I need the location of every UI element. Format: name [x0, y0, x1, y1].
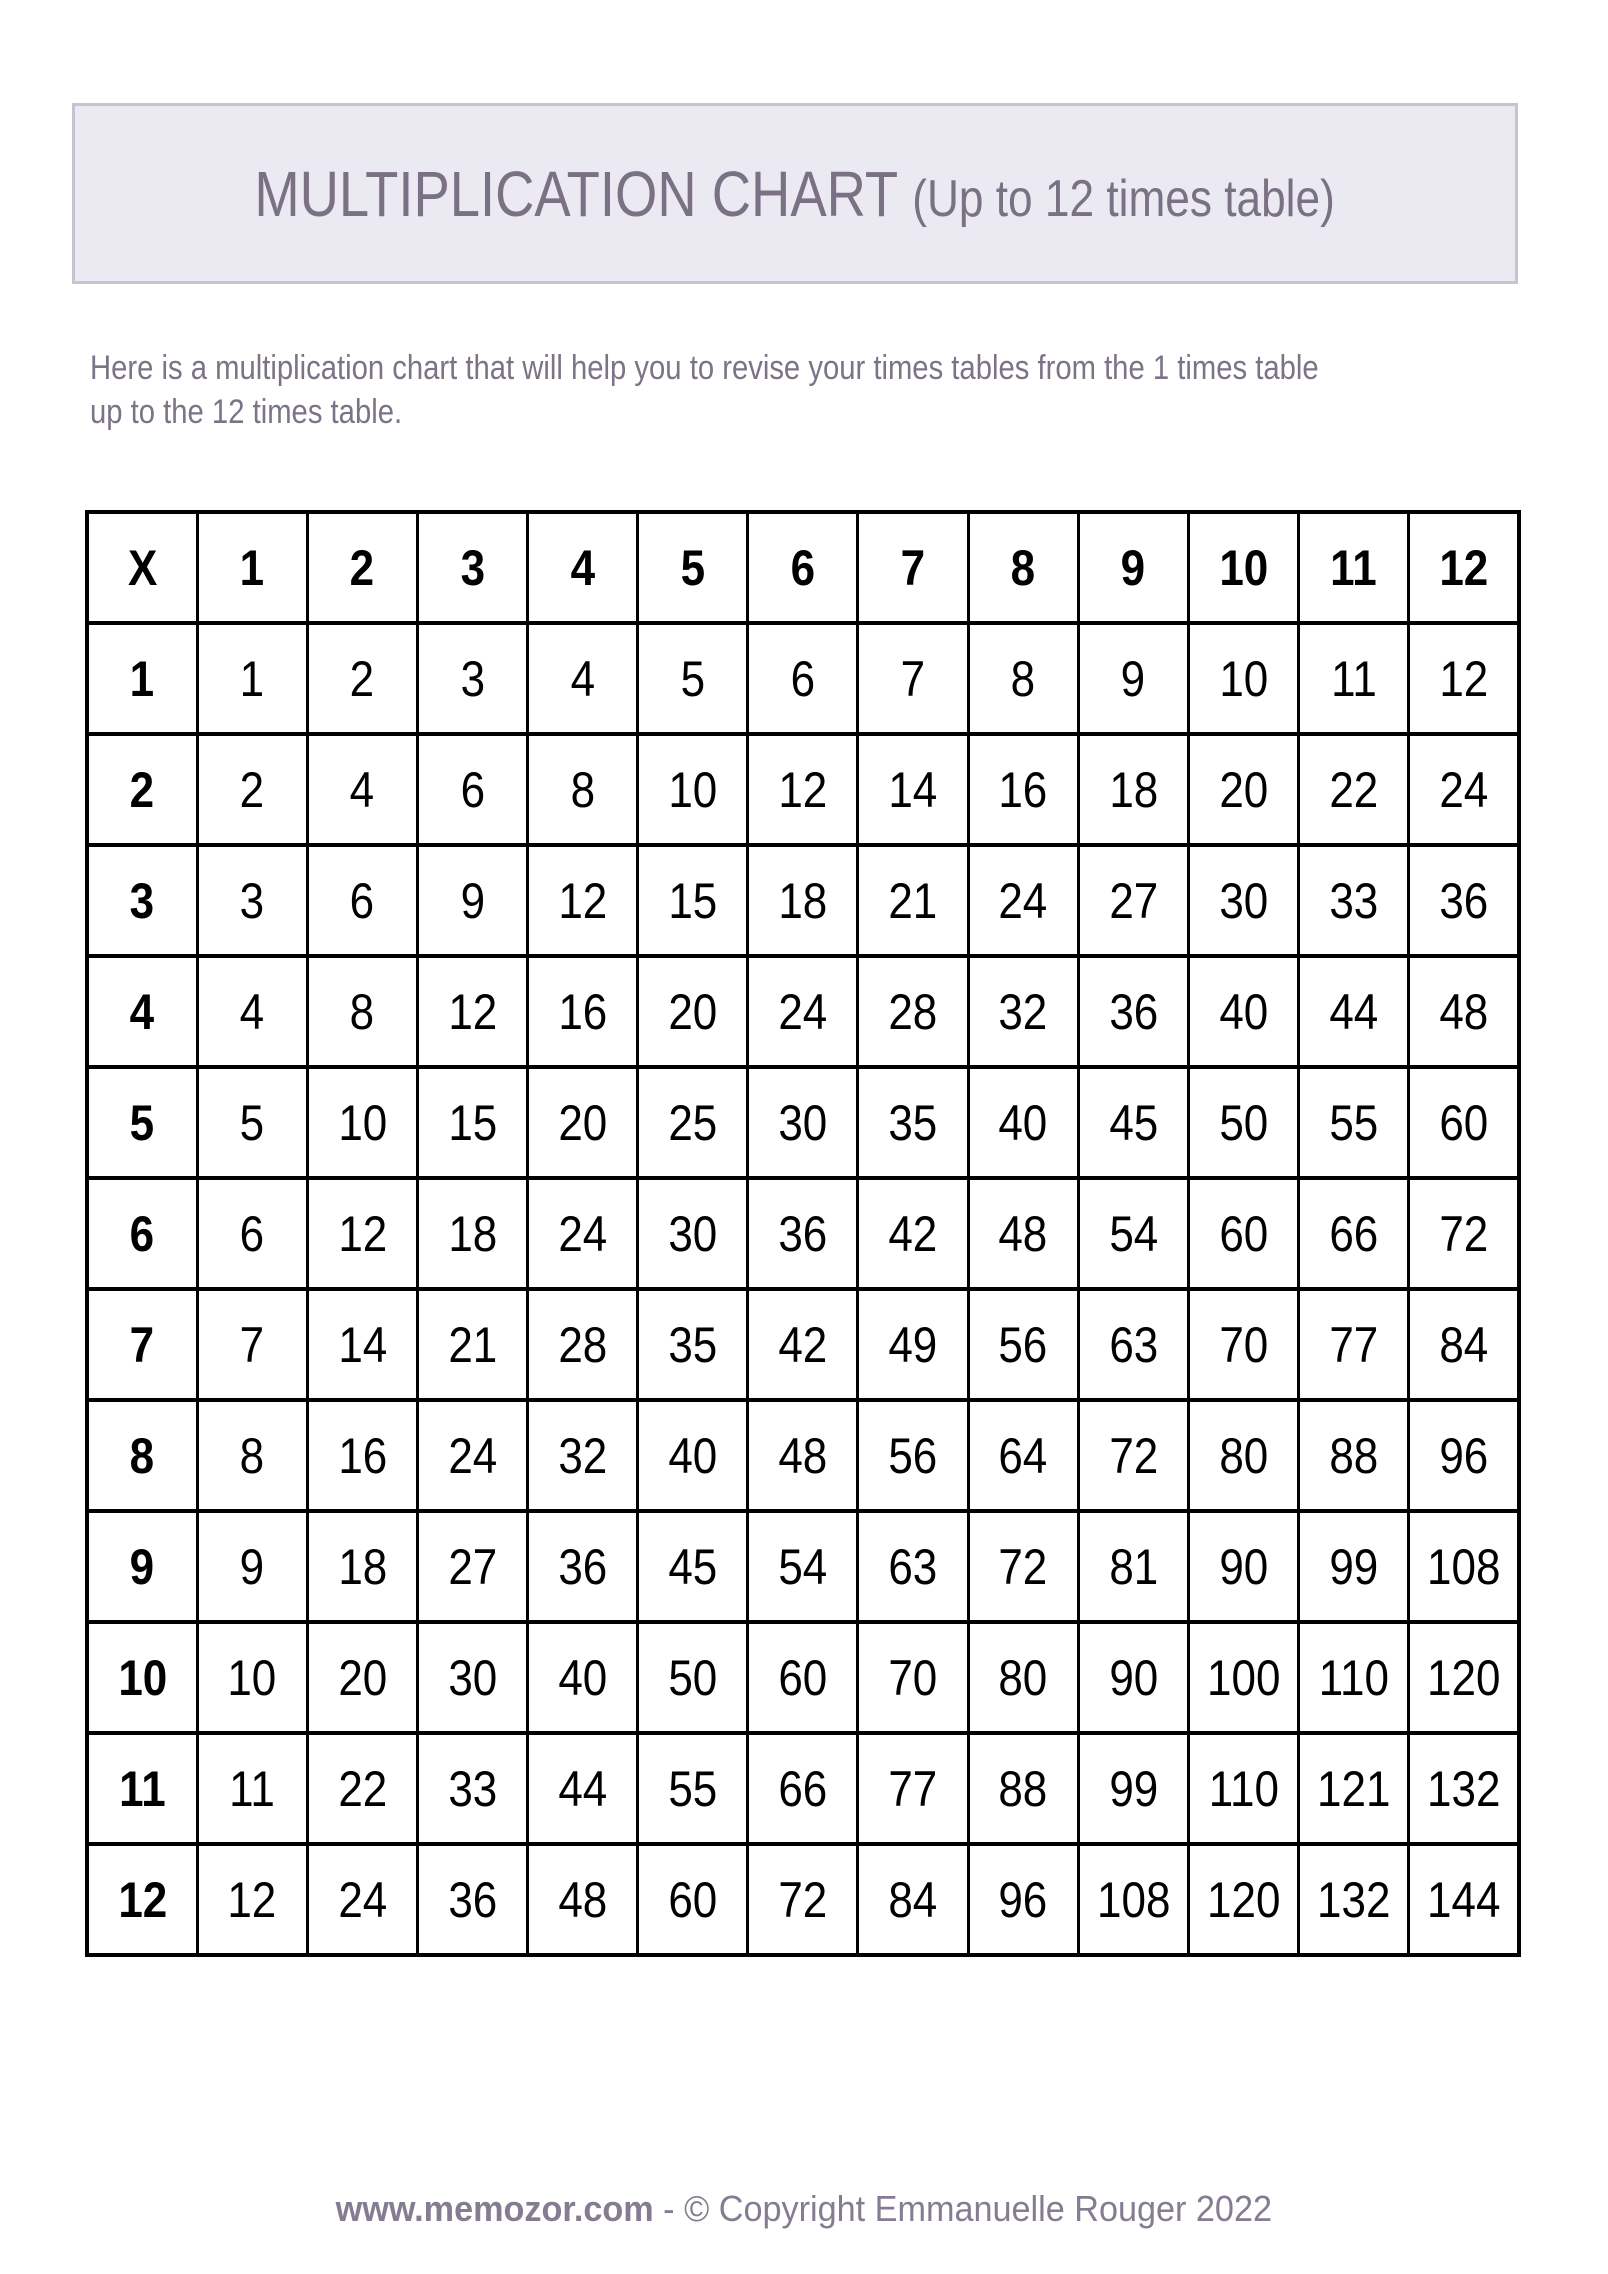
product-cell: 18 — [748, 845, 858, 956]
product-cell: 24 — [748, 956, 858, 1067]
product-cell: 7 — [858, 623, 968, 734]
product-cell: 120 — [1188, 1844, 1298, 1955]
product-cell: 7 — [197, 1289, 307, 1400]
product-cell: 8 — [307, 956, 417, 1067]
product-cell: 48 — [968, 1178, 1078, 1289]
product-cell: 32 — [968, 956, 1078, 1067]
product-cell: 121 — [1299, 1733, 1409, 1844]
product-cell: 108 — [1409, 1511, 1519, 1622]
product-cell: 1 — [197, 623, 307, 734]
table-body — [87, 623, 1519, 1955]
product-cell: 63 — [858, 1511, 968, 1622]
product-cell: 108 — [1078, 1844, 1188, 1955]
column-header: 10 — [1188, 512, 1298, 623]
product-cell: 48 — [748, 1400, 858, 1511]
product-cell: 96 — [1409, 1400, 1519, 1511]
row-header: 4 — [87, 956, 197, 1067]
product-cell: 36 — [1409, 845, 1519, 956]
column-header: 9 — [1078, 512, 1188, 623]
corner-cell: X — [87, 512, 197, 623]
product-cell: 40 — [1188, 956, 1298, 1067]
product-cell: 40 — [968, 1067, 1078, 1178]
product-cell: 27 — [417, 1511, 527, 1622]
product-cell: 3 — [197, 845, 307, 956]
product-cell: 2 — [197, 734, 307, 845]
product-cell: 9 — [197, 1511, 307, 1622]
product-cell: 6 — [197, 1178, 307, 1289]
page-title — [159, 157, 1430, 231]
product-cell: 100 — [1188, 1622, 1298, 1733]
product-cell: 70 — [1188, 1289, 1298, 1400]
product-cell: 60 — [1188, 1178, 1298, 1289]
product-cell: 54 — [748, 1511, 858, 1622]
product-cell: 28 — [528, 1289, 638, 1400]
multiplication-table — [85, 510, 1521, 1957]
product-cell: 96 — [968, 1844, 1078, 1955]
product-cell: 20 — [307, 1622, 417, 1733]
row-header: 2 — [87, 734, 197, 845]
column-header: 4 — [528, 512, 638, 623]
product-cell: 20 — [1188, 734, 1298, 845]
product-cell: 33 — [1299, 845, 1409, 956]
product-cell: 55 — [638, 1733, 748, 1844]
product-cell: 21 — [417, 1289, 527, 1400]
table-row — [87, 956, 1519, 1067]
product-cell: 20 — [638, 956, 748, 1067]
product-cell: 48 — [1409, 956, 1519, 1067]
product-cell: 84 — [1409, 1289, 1519, 1400]
product-cell: 5 — [638, 623, 748, 734]
product-cell: 144 — [1409, 1844, 1519, 1955]
column-header: 8 — [968, 512, 1078, 623]
product-cell: 36 — [528, 1511, 638, 1622]
product-cell: 49 — [858, 1289, 968, 1400]
row-header: 11 — [87, 1733, 197, 1844]
product-cell: 16 — [307, 1400, 417, 1511]
product-cell: 44 — [528, 1733, 638, 1844]
product-cell: 4 — [528, 623, 638, 734]
product-cell: 110 — [1188, 1733, 1298, 1844]
product-cell: 56 — [858, 1400, 968, 1511]
product-cell: 11 — [197, 1733, 307, 1844]
product-cell: 8 — [197, 1400, 307, 1511]
product-cell: 64 — [968, 1400, 1078, 1511]
product-cell: 15 — [638, 845, 748, 956]
table-row — [87, 734, 1519, 845]
product-cell: 10 — [307, 1067, 417, 1178]
product-cell: 24 — [528, 1178, 638, 1289]
product-cell: 63 — [1078, 1289, 1188, 1400]
product-cell: 132 — [1299, 1844, 1409, 1955]
product-cell: 30 — [417, 1622, 527, 1733]
product-cell: 90 — [1188, 1511, 1298, 1622]
row-header: 6 — [87, 1178, 197, 1289]
table-row — [87, 1511, 1519, 1622]
header-row — [87, 512, 1519, 623]
title-subtitle: (Up to 12 times table) — [912, 169, 1336, 228]
column-header: 5 — [638, 512, 748, 623]
product-cell: 24 — [968, 845, 1078, 956]
table-header — [87, 512, 1519, 623]
product-cell: 25 — [638, 1067, 748, 1178]
intro-line-1: Here is a multiplication chart that will help you to revise your times tables from the 1 times table — [90, 349, 1319, 387]
column-header: 2 — [307, 512, 417, 623]
product-cell: 18 — [1078, 734, 1188, 845]
product-cell: 6 — [307, 845, 417, 956]
product-cell: 50 — [1188, 1067, 1298, 1178]
product-cell: 72 — [748, 1844, 858, 1955]
product-cell: 14 — [307, 1289, 417, 1400]
product-cell: 42 — [748, 1289, 858, 1400]
product-cell: 88 — [968, 1733, 1078, 1844]
table-row — [87, 1178, 1519, 1289]
table-row — [87, 1844, 1519, 1955]
product-cell: 120 — [1409, 1622, 1519, 1733]
footer-site-link[interactable]: www.memozor.com — [335, 2188, 654, 2229]
product-cell: 15 — [417, 1067, 527, 1178]
product-cell: 24 — [1409, 734, 1519, 845]
intro-line-2: up to the 12 times table. — [90, 393, 403, 431]
product-cell: 2 — [307, 623, 417, 734]
product-cell: 18 — [307, 1511, 417, 1622]
product-cell: 72 — [968, 1511, 1078, 1622]
product-cell: 42 — [858, 1178, 968, 1289]
product-cell: 12 — [528, 845, 638, 956]
product-cell: 70 — [858, 1622, 968, 1733]
table-row — [87, 1289, 1519, 1400]
product-cell: 28 — [858, 956, 968, 1067]
product-cell: 40 — [528, 1622, 638, 1733]
product-cell: 22 — [307, 1733, 417, 1844]
product-cell: 66 — [1299, 1178, 1409, 1289]
product-cell: 40 — [638, 1400, 748, 1511]
product-cell: 12 — [1409, 623, 1519, 734]
product-cell: 80 — [1188, 1400, 1298, 1511]
product-cell: 9 — [1078, 623, 1188, 734]
product-cell: 32 — [528, 1400, 638, 1511]
product-cell: 45 — [638, 1511, 748, 1622]
product-cell: 54 — [1078, 1178, 1188, 1289]
product-cell: 99 — [1299, 1511, 1409, 1622]
product-cell: 18 — [417, 1178, 527, 1289]
product-cell: 16 — [528, 956, 638, 1067]
product-cell: 4 — [197, 956, 307, 1067]
product-cell: 56 — [968, 1289, 1078, 1400]
product-cell: 36 — [748, 1178, 858, 1289]
table-row — [87, 1733, 1519, 1844]
footer-separator: - — [663, 2188, 675, 2229]
product-cell: 84 — [858, 1844, 968, 1955]
product-cell: 10 — [1188, 623, 1298, 734]
product-cell: 66 — [748, 1733, 858, 1844]
row-header: 7 — [87, 1289, 197, 1400]
product-cell: 132 — [1409, 1733, 1519, 1844]
row-header: 8 — [87, 1400, 197, 1511]
product-cell: 88 — [1299, 1400, 1409, 1511]
row-header: 5 — [87, 1067, 197, 1178]
product-cell: 99 — [1078, 1733, 1188, 1844]
footer — [0, 2188, 1608, 2230]
product-cell: 12 — [197, 1844, 307, 1955]
product-cell: 24 — [417, 1400, 527, 1511]
product-cell: 3 — [417, 623, 527, 734]
product-cell: 44 — [1299, 956, 1409, 1067]
product-cell: 6 — [417, 734, 527, 845]
product-cell: 60 — [1409, 1067, 1519, 1178]
column-header: 12 — [1409, 512, 1519, 623]
product-cell: 48 — [528, 1844, 638, 1955]
product-cell: 27 — [1078, 845, 1188, 956]
intro-text — [90, 346, 1519, 434]
product-cell: 50 — [638, 1622, 748, 1733]
product-cell: 6 — [748, 623, 858, 734]
product-cell: 22 — [1299, 734, 1409, 845]
product-cell: 12 — [307, 1178, 417, 1289]
product-cell: 20 — [528, 1067, 638, 1178]
product-cell: 10 — [197, 1622, 307, 1733]
product-cell: 77 — [1299, 1289, 1409, 1400]
product-cell: 30 — [748, 1067, 858, 1178]
row-header: 1 — [87, 623, 197, 734]
product-cell: 80 — [968, 1622, 1078, 1733]
table-row — [87, 623, 1519, 734]
row-header: 12 — [87, 1844, 197, 1955]
product-cell: 10 — [638, 734, 748, 845]
product-cell: 72 — [1409, 1178, 1519, 1289]
column-header: 7 — [858, 512, 968, 623]
product-cell: 4 — [307, 734, 417, 845]
product-cell: 30 — [638, 1178, 748, 1289]
product-cell: 9 — [417, 845, 527, 956]
product-cell: 8 — [968, 623, 1078, 734]
product-cell: 14 — [858, 734, 968, 845]
column-header: 6 — [748, 512, 858, 623]
product-cell: 36 — [417, 1844, 527, 1955]
product-cell: 16 — [968, 734, 1078, 845]
product-cell: 60 — [638, 1844, 748, 1955]
column-header: 1 — [197, 512, 307, 623]
footer-copyright: © Copyright Emmanuelle Rouger 2022 — [684, 2188, 1273, 2229]
column-header: 3 — [417, 512, 527, 623]
row-header: 3 — [87, 845, 197, 956]
row-header: 9 — [87, 1511, 197, 1622]
product-cell: 8 — [528, 734, 638, 845]
table-row — [87, 1622, 1519, 1733]
product-cell: 12 — [417, 956, 527, 1067]
product-cell: 90 — [1078, 1622, 1188, 1733]
row-header: 10 — [87, 1622, 197, 1733]
product-cell: 77 — [858, 1733, 968, 1844]
product-cell: 35 — [858, 1067, 968, 1178]
table-row — [87, 845, 1519, 956]
product-cell: 24 — [307, 1844, 417, 1955]
product-cell: 55 — [1299, 1067, 1409, 1178]
table-row — [87, 1400, 1519, 1511]
product-cell: 110 — [1299, 1622, 1409, 1733]
product-cell: 45 — [1078, 1067, 1188, 1178]
product-cell: 36 — [1078, 956, 1188, 1067]
title-banner — [72, 103, 1518, 284]
product-cell: 72 — [1078, 1400, 1188, 1511]
product-cell: 21 — [858, 845, 968, 956]
product-cell: 60 — [748, 1622, 858, 1733]
product-cell: 33 — [417, 1733, 527, 1844]
product-cell: 12 — [748, 734, 858, 845]
product-cell: 81 — [1078, 1511, 1188, 1622]
table-row — [87, 1067, 1519, 1178]
product-cell: 11 — [1299, 623, 1409, 734]
product-cell: 5 — [197, 1067, 307, 1178]
product-cell: 30 — [1188, 845, 1298, 956]
column-header: 11 — [1299, 512, 1409, 623]
title-main: MULTIPLICATION CHART — [254, 157, 898, 230]
product-cell: 35 — [638, 1289, 748, 1400]
